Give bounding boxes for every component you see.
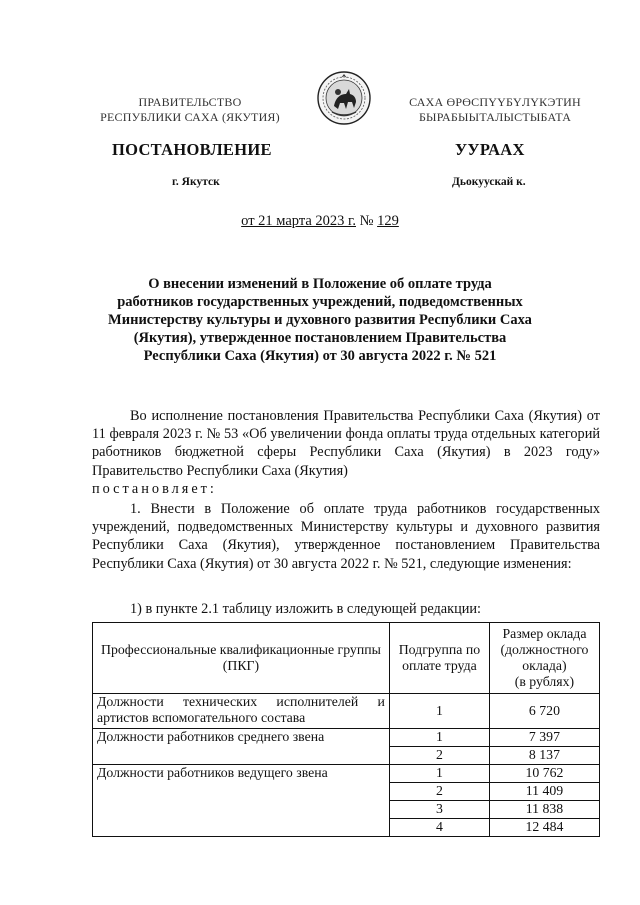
city-sakha: Дьокуускай к. [452, 176, 526, 188]
salary-cell: 11 838 [489, 801, 599, 819]
col-header-subgroup: Подгруппа по оплате труда [389, 623, 489, 694]
doc-type-title-sakha: УУРААХ [455, 140, 525, 159]
table-row [93, 765, 600, 783]
salary-cell: 12 484 [489, 819, 599, 837]
heading-line: работников государственных учреждений, подведомственных [117, 294, 523, 310]
salary-cell: 7 397 [489, 729, 599, 747]
subgroup-cell: 4 [389, 819, 489, 837]
header-right-line1: САХА ӨРӨСПҮҮБҮЛҮКЭТИН [409, 95, 581, 109]
paragraph-item-1: 1. Внести в Положение об оплате труда работников государственных учреждений, подведомственных Министерству культуры и духовного развития Республики Саха (Якутия), утвержденное постановлением Правительства Республики Саха (Якутия) от 30 августа 2022 г. № 521, следующие изменения: [92, 501, 600, 572]
heading-line: О внесении изменений в Положение об оплате труда [148, 276, 492, 292]
subgroup-cell: 1 [389, 694, 489, 729]
salary-cell: 11 409 [489, 783, 599, 801]
coat-of-arms-emblem-icon [316, 70, 372, 126]
header-left-block [100, 95, 280, 125]
table-row [93, 729, 600, 747]
preamble-text: Во исполнение постановления Правительства Республики Саха (Якутия) от 11 февраля 2023 г. № 53 «Об увеличении фонда оплаты труда отдельных категорий работников бюджетной сферы Республики Саха (Якутия) в 2023 году» Правительство Республики Саха (Якутия) [92, 408, 600, 479]
resolve-word: постановляет: [92, 480, 217, 497]
paragraph-subitem-1: 1) в пункте 2.1 таблицу изложить в следующей редакции: [130, 601, 482, 617]
date-text: от 21 марта 2023 г. [241, 213, 356, 229]
subgroup-cell: 1 [389, 765, 489, 783]
header-left-line1: ПРАВИТЕЛЬСТВО [138, 95, 242, 109]
header-left-line2: РЕСПУБЛИКИ САХА (ЯКУТИЯ) [100, 110, 280, 124]
header-right-block [385, 95, 605, 125]
city-ru: г. Якутск [172, 176, 220, 188]
salary-cell: 8 137 [489, 747, 599, 765]
subgroup-cell: 2 [389, 783, 489, 801]
subgroup-cell: 3 [389, 801, 489, 819]
salary-cell: 10 762 [489, 765, 599, 783]
number-label: № [359, 213, 374, 229]
document-heading [100, 275, 540, 365]
table-row [93, 694, 600, 729]
subgroup-cell: 1 [389, 729, 489, 747]
paragraph-preamble [92, 407, 600, 498]
col-header-pkg: Профессиональные квалификационные группы (ПКГ) [93, 623, 390, 694]
heading-line: Министерству культуры и духовного развития Республики Саха [108, 312, 532, 328]
header-right-line2: БЫРАБЫЫТАЛЫСТЫБАТА [418, 110, 572, 124]
salary-table [92, 622, 600, 837]
date-number-line [0, 213, 640, 230]
doc-type-title-ru: ПОСТАНОВЛЕНИЕ [112, 140, 272, 159]
col-header-salary-line2: (в рублях) [514, 674, 575, 689]
col-header-salary [489, 623, 599, 694]
group-name: Должности работников ведущего звена [93, 765, 390, 837]
heading-line: (Якутия), утвержденное постановлением Правительства [133, 330, 507, 346]
group-name: Должности работников среднего звена [93, 729, 390, 765]
heading-line: Республики Саха (Якутия) от 30 августа 2022 г. № 521 [143, 348, 497, 364]
table-header-row [93, 623, 600, 694]
doc-number: 129 [377, 213, 399, 229]
subgroup-cell: 2 [389, 747, 489, 765]
col-header-salary-line1: Размер оклада (должностного оклада) [500, 626, 589, 673]
salary-cell: 6 720 [489, 694, 599, 729]
group-name: Должности технических исполнителей и артистов вспомогательного состава [93, 694, 390, 729]
